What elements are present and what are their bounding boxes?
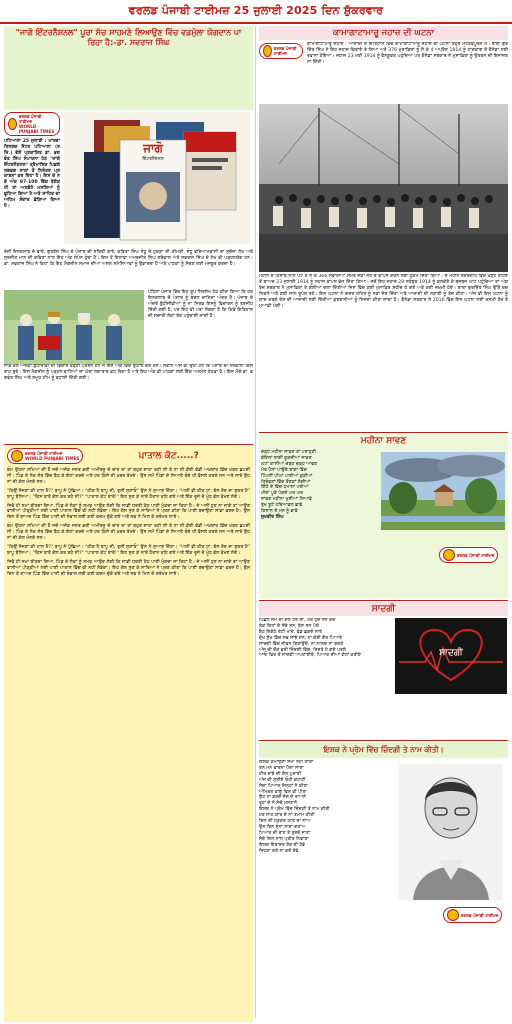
- sadgi-poem-section: [259, 618, 508, 738]
- sawan-logo-wrap: [439, 546, 498, 565]
- event-group-photo: [4, 290, 144, 364]
- section-divider: [259, 600, 508, 601]
- sawan-painting: [381, 452, 505, 530]
- magazine-stack-image: [64, 112, 250, 244]
- book-body-2: ਪਹਿਲਾ ਪੰਜਾਬ ਵਿੱਚ ਇਹ ਰੂਪ ਸਿਰਲੇਖ ਹੇਠ ਕੀਤਾ ਗਿਆ ਕਿ ਹਰ ਇਨਕਲਾਬ ਦੇ ਪੰਜਾਬ ਨੂੰ ਬਦਲ ਚਾਹਿਦਾ ਅੰਦਰ ਹੈ। ਪੰਜਾਬ ਦੇ ਅੰਦਰੋਂ ਬੁੱਧੀਜੀਵੀਆਂ ਨੂੰ ਨਾ ਸਿਰਫ ਇਸਨੂੰ ਵਿਚਾਰਨ ਨੂੰ ਤਰਜੀਹ ਦਿੱਤੀ ਗਈ ਹੈ, ਪਰ ਇਹ ਵੀ ਪਤਾ ਲੱਗਦਾ ਹੈ ਕਿ ਕਿਵੇਂ ਇਤਿਹਾਸ ਦੀ ਸਚਾਈ ਲੋਕਾਂ ਤੱਕ ਪਹੁੰਚਾਈ ਜਾਂਦੀ ਹੈ।: [148, 290, 253, 319]
- book-article-tail: [4, 364, 253, 442]
- sadgi-line: ਅੱਜ ਦੀ ਦੌੜ ਭਰੀ ਜ਼ਿੰਦਗੀ ਵਿੱਚ, ਰਿਸ਼ਤੇ ਹੋ ਗਏ ਪਤਲੇ: [259, 647, 347, 653]
- love-line: ਉਹ ਨਾ ਡਰਦੇ ਜੱਗ ਦੇ ਤਾਅਨੇ: [259, 795, 306, 801]
- love-poem-header: [259, 742, 508, 758]
- sadgi-header: [259, 602, 508, 616]
- sawan-line: ਕੋਇਲਾਂ ਬਾਗੀਂ ਕੂਕਦੀਆਂ ਜਾਵਣ: [261, 455, 312, 461]
- sawan-poem-lines: [261, 450, 377, 521]
- column-divider: [255, 26, 256, 1018]
- book-article-body: [4, 110, 253, 364]
- sadgi-line: ਆਓ ਫਿਰ ਤੋਂ ਸਾਦਗੀ ਅਪਣਾਈਏ, ਪਿਆਰ ਦੀਆਂ ਗੱਲਾਂ ਕਰੀਏ: [259, 653, 361, 659]
- love-poem-lines: [259, 760, 393, 855]
- sawan-line: ਗਿੱਧੇ ਦੇ ਵਿੱਚ ਧਮਾਲਾਂ ਪਈਆਂ: [261, 485, 309, 491]
- masthead: [0, 0, 512, 24]
- sawan-line: ਸਾਵਣ ਮਹੀਨਾ ਖੁਸ਼ੀਆਂ ਲਿਆਵੇ: [261, 497, 312, 503]
- love-line: ਅੱਜ ਵੀ ਸੁਣੀਏ ਓਹੀ ਕਹਾਣੀ: [259, 777, 306, 783]
- sawan-line: ਖੀਰਾਂ ਪੂੜੇ ਪੱਕਦੇ ਘਰ ਘਰ: [261, 491, 303, 497]
- book-body-3: ਸਾਡੇ ਵਲੋਂ ਅਜੋਕੀ ਬੁੱਧੀਜੀਵੀ ਦੀ ਵਿਚਾਰ ਬੜ੍ਹੀ ਪ੍ਰਸ਼ਨ ਹਨ ਜੋ ਇਸ ਅੰਕ ਵਿੱਚ ਉਠਾਏ ਗਏ ਹਨ। ਸਵਾਲ ਅੱਜ ਵੀ ਉਹੀ ਹਨ ਕਿ ਪੰਜਾਬ ਦੀ ਨੌਜਵਾਨੀ ਕਿਸ ਰਾਹ ਤੁਰੇ। ਇਸ ਮੈਗਜ਼ੀਨ ਨੂੰ ਪੜ੍ਹਨ ਵਾਲਿਆਂ ਦਾ ਘੇਰਾ ਲਗਾਤਾਰ ਵਧ ਰਿਹਾ ਹੈ ਅਤੇ ਇਹ ਅੰਕ ਵੀ ਪਾਠਕਾਂ ਲਈ ਇੱਕ ਅਨਮੋਲ ਤੋਹਫ਼ਾ ਹੈ। ਇਸ ਮੌਕੇ ਡਾ. ਭਗਵੰਤ ਸਿੰਘ ਅਤੇ ਸਮੂਹ ਟੀਮ ਨੂੰ ਵਧਾਈ ਦਿੱਤੀ ਗਈ।: [4, 364, 253, 381]
- ship-article-headline: ਕਾਮਾਗਾਟਾਮਾਰੂ ਜਹਾਜ਼ ਦੀ ਘਟਨਾ: [332, 28, 435, 38]
- logo-text: ਵਰਲਡ ਪੰਜਾਬੀ ਟਾਈਮਜ਼: [273, 46, 297, 56]
- patal-kot-paragraph-4: "ਕਿਉਂ ਸੱਜਣਾ ਕੀ ਹਾਲ ਹੈ?" ਬਾਪੂ ਨੇ ਪੁੱਛਿਆ। "ਠੀਕ ਹੈ ਬਾਪੂ ਜੀ, ਤੁਸੀਂ ਸੁਣਾਓ" ਉਸ ਨੇ ਜੁਆਬ ਦਿੱਤਾ। "ਅਸੀਂ ਵੀ ਠੀਕ ਹਾਂ, ਬੱਸ ਰੱਬ ਦਾ ਸ਼ੁਕਰ ਹੈ" ਬਾਪੂ ਬੋਲਿਆ। "ਕਿਸ ਬਾਰੇ ਗੱਲ ਕਰ ਰਹੇ ਸੀ?" "ਪਾਤਾਲ ਕੋਟ ਬਾਰੇ!" ਇਹ ਸੁਣ ਕੇ ਸਾਰੇ ਹੈਰਾਨ ਰਹਿ ਗਏ ਅਤੇ ਇੱਕ ਦੂਜੇ ਦੇ ਮੂੰਹ ਵੱਲ ਵੇਖਣ ਲੱਗੇ।: [7, 544, 250, 556]
- logo-text: ਵਰਲਡ ਪੰਜਾਬੀ ਟਾਈਮਜ਼: [457, 552, 495, 558]
- love-line: ਹੀਰ ਰਾਂਝੇ ਦੀ ਗੱਲ ਪੁਰਾਣੀ: [259, 771, 302, 777]
- sadgi-image-label: ਸਾਦਗੀ: [439, 648, 463, 658]
- sawan-line: ਘਟਾਂ ਕਾਲੀਆਂ ਚੜ੍ਹ ਚੜ੍ਹ ਆਵਣ: [261, 461, 318, 467]
- love-logo-wrap: [443, 906, 502, 925]
- sawan-line: ਚੜ੍ਹ ਮਹੀਨਾ ਸਾਵਣ ਤਾਂ ਪਰਾਹੁਣੀ: [261, 450, 316, 455]
- sawan-logo: [439, 547, 498, 563]
- love-line: ਉਸ ਬਿਨ ਸੁੰਨਾ ਸਾਰਾ ਗਰਾਂਅ: [259, 824, 306, 830]
- sawan-line: ਪਿੱਪਲੀਂ ਪੀਂਘਾਂ ਪਾਈਆਂ ਕੁੜੀਆਂ: [261, 473, 313, 479]
- love-line: ਇਸ਼ਕ ਨੇ ਪ੍ਰੇਮ ਵਿੱਚ ਜ਼ਿੰਦਗੀ ਤੇ ਨਾਮ ਕੀਤੀ: [259, 807, 330, 813]
- sadgi-line: ਬੈਠ ਇਕੱਠੇ ਰੋਟੀ ਖਾਂਦੇ, ਵੰਡ ਛਕਦੇ ਸਾਰੇ: [259, 629, 322, 635]
- sawan-line: ਮੋਰ ਪੈਲਾਂ ਪਾਉਂਦੇ ਬਾਗਾਂ ਵਿੱਚ: [261, 467, 307, 473]
- love-line: ਦਿਲ ਦੀ ਧੜਕਣ ਯਾਰ ਦਾ ਨਾਂਅ: [259, 819, 311, 825]
- right-column: [259, 26, 508, 1018]
- patal-kot-headline: ਪਾਤਾਲ ਕੋਟ.....?: [138, 451, 199, 461]
- monsoon-painting-image: [381, 452, 505, 530]
- sadgi-headline: ਸਾਦਗੀ: [371, 604, 396, 614]
- sawan-author: ਸੁਖਵੀਰ ਸਿੰਘ: [261, 514, 284, 520]
- sadgi-line: ਪਿਛਲੇ ਸਮੇਂ ਦੀ ਗੱਲ ਹੋਰ ਸੀ, ਘਰ ਹੁੰਦੇ ਸਨ ਕੱਚੇ: [259, 618, 336, 623]
- sadgi-image: [395, 618, 507, 694]
- newspaper-logo: [4, 112, 60, 136]
- love-line: ਅੰਮ੍ਰਿਤ ਵਾਂਗੂੰ ਵਿਸ਼ ਵੀ ਪੀਤਾ: [259, 789, 307, 795]
- ship-intro-text: ਕਾਮਾਗਾਟਾਮਾਰੂ ਜਹਾਜ਼ : ਆਜ਼ਾਦੀ ਦੇ ਇਤਿਹਾਸ ਵਿੱਚ ਕਾਮਾਗਾਟਾਮਾਰੂ ਜਹਾਜ਼ ਦੀ ਘਟਨਾ ਬਹੁਤ ਮਹੱਤਵਪੂਰਨ ਹੈ। ਬਾਬਾ ਗੁਰਦਿੱਤ ਸਿੰਘ ਨੇ ਇਹ ਜਹਾਜ਼ ਕਿਰਾਏ ਤੇ ਲਿਆ ਅਤੇ 376 ਮੁਸਾਫ਼ਿਰਾਂ ਨੂੰ ਲੈ ਕੇ 4 ਅਪ੍ਰੈਲ 1914 ਨੂੰ ਹਾਂਗਕਾਂਗ ਤੋਂ ਕੈਨੇਡਾ ਲਈ ਰਵਾਨਾ ਹੋਇਆ। ਜਹਾਜ਼ 23 ਮਈ 1914 ਨੂੰ ਵੈਨਕੂਵਰ ਪਹੁੰਚਿਆ ਪਰ ਕੈਨੇਡਾ ਸਰਕਾਰ ਨੇ ਮੁਸਾਫ਼ਿਰਾਂ ਨੂੰ ਉਤਰਨ ਦੀ ਇਜਾਜ਼ਤ ਨਾ ਦਿੱਤੀ।: [307, 42, 508, 65]
- poet-portrait: [399, 764, 503, 900]
- section-divider: [259, 432, 508, 433]
- group-photo-image: [4, 290, 144, 364]
- love-line: ਇਸ਼ਕ ਇਬਾਦਤ ਰੱਬ ਦੀ ਹੋਵੇ: [259, 842, 306, 848]
- patal-kot-body: [4, 466, 253, 580]
- sadgi-lines: [259, 618, 391, 659]
- left-column: [4, 26, 253, 1018]
- book-body-1: ਰੋਜ਼ੀ ਇਨਕਲਾਬ ਦੇ ਵਾਰੇ, ਗੁਰਤੇਜ ਸਿੰਘ ਦੇ ਪੰਜਾਬ ਦੀ ਸਥਿਤੀ ਬਾਰੇ, ਕਵਿਤਾ ਸਿੰਘ ਸੰਧੂ ਦੇ ਟੁਕੜਾ ਦੀ ਕੀਮਤੀ, ਸੰਧੂ ਵਰਿਆਮਵਾਲੀ ਦਾ ਸੁਚੱਜਾ ਲੇਖ ਅਤੇ ਸੁਰਜੀਤ ਮਾਨ ਦੀ ਕਵਿਤਾ ਨਾਲ ਇਹ ਅੰਕ ਸੰਪੰਨ ਹੁੰਦਾ ਹੈ। ਇਸ ਤੋਂ ਇਲਾਵਾ ਅਮਰਜੀਤ ਸਿੰਘ ਗਰੇਵਾਲ ਅਤੇ ਸਵਰਾਜ ਸਿੰਘ ਦੇ ਲੇਖ ਵੀ ਪੜ੍ਹਨਯੋਗ ਹਨ। ਡਾ. ਸਵਰਾਜ ਸਿੰਘ ਨੇ ਕਿਹਾ ਕਿ ਇਹ ਮੈਗਜ਼ੀਨ ਸਮਾਜ ਦੀਆਂ ਅਸਲ ਸਮੱਸਿਆਵਾਂ ਨੂੰ ਉਭਾਰਦਾ ਹੈ ਅਤੇ ਪਾਠਕਾਂ ਨੂੰ ਸੋਚਣ ਲਈ ਮਜਬੂਰ ਕਰਦਾ ਹੈ।: [4, 250, 253, 267]
- sadgi-line: ਲੋਕ ਦਿਲਾਂ ਦੇ ਸੱਚੇ ਸਨ, ਬੋਲ ਸਨ ਪੱਕੇ: [259, 623, 319, 629]
- magazine-cover-photo: [64, 112, 250, 244]
- logo-seal-icon: [443, 549, 455, 561]
- love-line: ਇਸ਼ਕ ਕਮਾਉਣਾ ਸੌਖਾ ਨਹੀਂ ਯਾਰਾ: [259, 760, 314, 765]
- sadgi-line: ਦੁੱਖ ਸੁੱਖ ਵਿੱਚ ਸਭ ਸਾਂਝੇ ਸਨ, ਨਾ ਕੋਈ ਗੈਰ ਪਿਆਰੇ: [259, 635, 342, 641]
- ship-historical-photo: [259, 104, 508, 272]
- love-line: ਸੱਚੇ ਦਿਲ ਨਾਲ ਪ੍ਰੀਤ ਨਿਭਾਣਾ: [259, 836, 309, 842]
- sawan-line: ਤ੍ਰਿੰਞਣਾਂ ਵਿੱਚ ਰੌਣਕਾਂ ਲੱਗੀਆਂ: [261, 479, 311, 485]
- logo-seal-icon: [11, 450, 23, 462]
- sawan-poem-section: [259, 434, 508, 598]
- sadgi-line: ਸਾਦਗੀ ਵਿੱਚ ਜੀਵਨ ਬਿਤਾਉਂਦੇ, ਨਾ ਲਾਲਚ ਨਾ ਝਗੜੇ: [259, 641, 344, 647]
- love-poem-headline: ਇਸ਼ਕ ਨੇ ਪ੍ਰੇਮ ਵਿੱਚ ਜ਼ਿੰਦਗੀ ਤੇ ਨਾਮ ਕੀਤੀ।: [323, 745, 444, 754]
- logo-seal-icon: [8, 118, 17, 130]
- love-line: ਤਨ ਮਨ ਵਾਰਨਾ ਪੈਂਦਾ ਸਾਰਾ: [259, 765, 304, 771]
- logo-text: ਵਰਲਡ ਪੰਜਾਬੀ ਟਾਈਮਜ਼ WORLD PUNJABI TIMES: [25, 451, 80, 461]
- patal-kot-paragraph-5: ਜਿਵੇਂ ਹੀ ਸਮਾਂ ਬੀਤਦਾ ਗਿਆ, ਪਿੰਡ ਦੇ ਲੋਕਾਂ ਨੂੰ ਸਮਝ ਆਉਣ ਲੱਗੀ ਕਿ ਸਾਡੀ ਧਰਤੀ ਹੇਠ ਪਾਣੀ ਮੁੱਕਦਾ ਜਾ ਰਿਹਾ ਹੈ। ਜੇ ਅਸੀਂ ਹੁਣ ਨਾ ਜਾਗੇ ਤਾਂ ਆਉਣ ਵਾਲੀਆਂ ਪੀੜ੍ਹੀਆਂ ਲਈ ਪਾਣੀ ਪਾਤਾਲ ਵਿੱਚ ਵੀ ਨਹੀਂ ਲੱਭੇਗਾ। ਇਹ ਗੱਲ ਸੁਣ ਕੇ ਸਾਰਿਆਂ ਨੇ ਪ੍ਰਣ ਕੀਤਾ ਕਿ ਪਾਣੀ ਬਚਾਉਣਾ ਸਾਡਾ ਫਰਜ਼ ਹੈ। ਉਸ ਦਿਨ ਤੋਂ ਬਾਅਦ ਪਿੰਡ ਵਿੱਚ ਪਾਣੀ ਦੀ ਸੰਭਾਲ ਲਈ ਕਈ ਕਦਮ ਚੁੱਕੇ ਗਏ ਅਤੇ ਸਭ ਨੇ ਮਿਲ ਕੇ ਦਰੱਖਤ ਲਾਏ।: [7, 559, 250, 577]
- portrait-sketch-image: [399, 764, 503, 900]
- love-line: ਪਿਆਰ ਦੀ ਰਾਹ ਤੇ ਤੁਰਦੇ ਜਾਣਾ: [259, 830, 311, 836]
- ship-article-intro-block: [259, 42, 508, 102]
- sawan-headline: ਮਹੀਨਾ ਸਾਵਣ: [360, 436, 407, 446]
- section-divider: [259, 740, 508, 741]
- love-line: ਜਿਹੜਾ ਕਰੇ ਨਾ ਕਦੇ ਰੋਵੇ: [259, 848, 299, 854]
- patal-kot-paragraph-3: ਕੰਮ ਉਹਨਾ ਸਮਿਆਂ ਦੀ ਹੈ ਜਦੋਂ ਅਜੋਕ ਜਨਤ ਭਰੀ ਅਮੀਰਜ਼ੂ ਦੇ ਚਾਰ ਰਾ ਤਾਂ ਬਹੁਤ ਸਾਰਾ ਰਹੀ ਸੀ ਤੇ ਨਾ ਸੀ ਕੋਈ ਵੱਡੀ ਅਖ਼ਬਾਰ ਵਿੱਚ ਖ਼ਬਰ ਛਪਦੀ ਸੀ। ਪਿੰਡ ਦੇ ਲੋਕ ਸੱਥ ਵਿੱਚ ਬੈਠ ਕੇ ਗੱਲਾਂ ਕਰਦੇ ਅਤੇ ਹਰ ਕਿਸੇ ਦੀ ਖ਼ਬਰ ਰੱਖਦੇ। ਉਸ ਸਮੇਂ ਪਿੰਡਾਂ ਦੇ ਸਿਆਣੇ ਬੰਦੇ ਹੀ ਫ਼ੈਸਲੇ ਕਰਦੇ ਸਨ ਅਤੇ ਸਾਰੇ ਉਹਨਾਂ ਦੀ ਗੱਲ ਮੰਨਦੇ ਸਨ।: [7, 524, 250, 542]
- ship-article-body: [259, 274, 508, 430]
- logo-text: ਵਰਲਡ ਪੰਜਾਬੀ ਟਾਈਮਜ਼ WORLD PUNJABI TIMES: [18, 114, 55, 134]
- magazine-cover-subtitle: ਇੰਟਰਨੈਸ਼ਨਲ: [142, 157, 164, 162]
- section-divider: [4, 444, 253, 445]
- logo-text: ਵਰਲਡ ਪੰਜਾਬੀ ਟਾਈਮਜ਼: [461, 912, 499, 918]
- book-article-head: [4, 26, 253, 110]
- love-line: ਹਰ ਸਾਹ ਯਾਰ ਦੇ ਨਾਂ ਤਮਾਮ ਕੀਤੀ: [259, 813, 315, 819]
- sawan-line: ਰੁੱਖ ਬੂਟੇ ਹਰਿਆਵਲ ਛਾਵੇ: [261, 503, 303, 509]
- book-intro-text: ਪਟਿਆਲਾ 25 ਜੁਲਾਈ : ਮਾਲਵਾ ਰਿਸਰਚ ਸੈਂਟਰ ਪਟਿਆਲਾ (ਰਜਿ.) ਵੱਲੋਂ ਪ੍ਰਕਾਸ਼ਿਤ ਡਾ. ਭਗਵੰਤ ਸਿੰਘ ਸੰਪਾਦਨਾ ਹੇਠ "ਜਾਗੋ ਇੰਟਰਨੈਸ਼ਨਲ" ਤ੍ਰੈਮਾਸਿਕ ਪਿਛਲੇ ਲਗਭਗ ਸਾਲਾਂ ਤੋਂ ਨਿਰੰਤਰ ਪ੍ਰਕਾਸ਼ਨਾ ਕਰ ਰਿਹਾ ਹੈ। ਇਸ ਦੇ ਨਵੇਂ ਅੰਕ 97-100 ਵਿੱਚ ਬੇਸ਼ੱਕ ਹੀ ਤਾਂ ਅਣਛੋਹੇ ਮਸਲਿਆਂ ਨੂੰ ਛੂਹਿਆ ਗਿਆ ਹੈ ਅਤੇ ਸਾਹਿਤ ਦਾ ਅਹਿਮ ਸੰਵਾਦ ਛੇੜਿਆ ਗਿਆ ਹੈ।: [4, 139, 60, 209]
- ship-photo-image: [259, 104, 508, 272]
- ship-body-text: ਮਹੀਨੇ ਦੇ ਹਿਸਾਬ ਨਾਲ ਪਟੇ ਤੇ ਲੈ ਕੇ 366 ਸਵਾਰੀਆਂ ਸਮੇਤ ਜੋਕਾ ਜੋਹ ਦੇ ਵਾਪਸ ਕਰਨ ਲਈ ਹੁਕਮ ਦਿੱਤਾ ਗਿਆ। ਦੋ ਮਹੀਨੇ ਬੰਦਰਗਾਹ ਵਿੱਚ ਖੜ੍ਹੇ ਰਹਿਣ ਤੋਂ ਬਾਅਦ 23 ਜੁਲਾਈ 1914 ਨੂੰ ਜਹਾਜ਼ ਵਾਪਸ ਭੇਜ ਦਿੱਤਾ ਗਿਆ। ਜਦੋਂ ਇਹ ਜਹਾਜ਼ 29 ਸਤੰਬਰ 1914 ਨੂੰ ਕਲਕੱਤੇ ਦੇ ਬਜਬਜ ਘਾਟ ਪਹੁੰਚਿਆ ਤਾਂ ਅੰਗਰੇਜ਼ ਸਰਕਾਰ ਨੇ ਮੁਸਾਫ਼ਿਰਾਂ ਤੇ ਗੋਲੀਆਂ ਚਲਾ ਦਿੱਤੀਆਂ ਜਿਸ ਵਿੱਚ ਕਈ ਮੁਸਾਫ਼ਿਰ ਸ਼ਹੀਦ ਹੋ ਗਏ ਅਤੇ ਕਈ ਜ਼ਖ਼ਮੀ ਹੋਏ। ਬਾਬਾ ਗੁਰਦਿੱਤ ਸਿੰਘ ਉੱਥੋਂ ਬਚ ਨਿਕਲੇ ਅਤੇ ਕਈ ਸਾਲ ਰੂਪੋਸ਼ ਰਹੇ। ਇਸ ਘਟਨਾ ਨੇ ਗ਼ਦਰ ਲਹਿਰ ਨੂੰ ਨਵਾਂ ਜੋਸ਼ ਦਿੱਤਾ ਅਤੇ ਆਜ਼ਾਦੀ ਦੀ ਲੜਾਈ ਨੂੰ ਤੇਜ਼ ਕੀਤਾ। ਅੱਜ ਵੀ ਇਸ ਘਟਨਾ ਨੂੰ ਯਾਦ ਕਰਕੇ ਦੇਸ਼ ਦੀ ਆਜ਼ਾਦੀ ਲਈ ਦਿੱਤੀਆਂ ਕੁਰਬਾਨੀਆਂ ਨੂੰ ਸਿਜਦਾ ਕੀਤਾ ਜਾਂਦਾ ਹੈ। ਕੈਨੇਡਾ ਸਰਕਾਰ ਨੇ 2016 ਵਿੱਚ ਇਸ ਘਟਨਾ ਲਈ ਰਸਮੀ ਤੌਰ ਤੇ ਮੁਆਫ਼ੀ ਮੰਗੀ।: [259, 274, 508, 309]
- masthead-title: ਵਰਲਡ ਪੰਜਾਬੀ ਟਾਈਮਜ਼ 25 ਜੁਲਾਈ 2025 ਦਿਨ ਸ਼ੁੱਕਰਵਾਰ: [128, 4, 384, 17]
- love-line: ਰੂਹਾਂ ਦੇ ਨੇ ਸੱਚੇ ਮਸਤਾਨੇ: [259, 801, 298, 807]
- patal-kot-article: [4, 446, 253, 1022]
- patal-kot-paragraph-2: ਜਿਵੇਂ ਹੀ ਸਮਾਂ ਬੀਤਦਾ ਗਿਆ, ਪਿੰਡ ਦੇ ਲੋਕਾਂ ਨੂੰ ਸਮਝ ਆਉਣ ਲੱਗੀ ਕਿ ਸਾਡੀ ਧਰਤੀ ਹੇਠ ਪਾਣੀ ਮੁੱਕਦਾ ਜਾ ਰਿਹਾ ਹੈ। ਜੇ ਅਸੀਂ ਹੁਣ ਨਾ ਜਾਗੇ ਤਾਂ ਆਉਣ ਵਾਲੀਆਂ ਪੀੜ੍ਹੀਆਂ ਲਈ ਪਾਣੀ ਪਾਤਾਲ ਵਿੱਚ ਵੀ ਨਹੀਂ ਲੱਭੇਗਾ। ਇਹ ਗੱਲ ਸੁਣ ਕੇ ਸਾਰਿਆਂ ਨੇ ਪ੍ਰਣ ਕੀਤਾ ਕਿ ਪਾਣੀ ਬਚਾਉਣਾ ਸਾਡਾ ਫਰਜ਼ ਹੈ। ਉਸ ਦਿਨ ਤੋਂ ਬਾਅਦ ਪਿੰਡ ਵਿੱਚ ਪਾਣੀ ਦੀ ਸੰਭਾਲ ਲਈ ਕਈ ਕਦਮ ਚੁੱਕੇ ਗਏ ਅਤੇ ਸਭ ਨੇ ਮਿਲ ਕੇ ਦਰੱਖਤ ਲਾਏ।: [7, 503, 250, 521]
- ship-article-header: [259, 26, 508, 40]
- patal-kot-paragraph-1: ਕੰਮ ਉਹਨਾ ਸਮਿਆਂ ਦੀ ਹੈ ਜਦੋਂ ਅਜੋਕ ਜਨਤ ਭਰੀ ਅਮੀਰਜ਼ੂ ਦੇ ਚਾਰ ਰਾ ਤਾਂ ਬਹੁਤ ਸਾਰਾ ਰਹੀ ਸੀ ਤੇ ਨਾ ਸੀ ਕੋਈ ਵੱਡੀ ਅਖ਼ਬਾਰ ਵਿੱਚ ਖ਼ਬਰ ਛਪਦੀ ਸੀ। ਪਿੰਡ ਦੇ ਲੋਕ ਸੱਥ ਵਿੱਚ ਬੈਠ ਕੇ ਗੱਲਾਂ ਕਰਦੇ ਅਤੇ ਹਰ ਕਿਸੇ ਦੀ ਖ਼ਬਰ ਰੱਖਦੇ। ਉਸ ਸਮੇਂ ਪਿੰਡਾਂ ਦੇ ਸਿਆਣੇ ਬੰਦੇ ਹੀ ਫ਼ੈਸਲੇ ਕਰਦੇ ਸਨ ਅਤੇ ਸਾਰੇ ਉਹਨਾਂ ਦੀ ਗੱਲ ਮੰਨਦੇ ਸਨ।: [7, 468, 250, 485]
- love-line: ਸੱਚਾ ਪਿਆਰ ਜਿਨ੍ਹਾਂ ਨੇ ਕੀਤਾ: [259, 783, 308, 789]
- patal-kot-dialogue: "ਕਿਉਂ ਸੱਜਣਾ ਕੀ ਹਾਲ ਹੈ?" ਬਾਪੂ ਨੇ ਪੁੱਛਿਆ। "ਠੀਕ ਹੈ ਬਾਪੂ ਜੀ, ਤੁਸੀਂ ਸੁਣਾਓ" ਉਸ ਨੇ ਜੁਆਬ ਦਿੱਤਾ। "ਅਸੀਂ ਵੀ ਠੀਕ ਹਾਂ, ਬੱਸ ਰੱਬ ਦਾ ਸ਼ੁਕਰ ਹੈ" ਬਾਪੂ ਬੋਲਿਆ। "ਕਿਸ ਬਾਰੇ ਗੱਲ ਕਰ ਰਹੇ ਸੀ?" "ਪਾਤਾਲ ਕੋਟ ਬਾਰੇ!" ਇਹ ਸੁਣ ਕੇ ਸਾਰੇ ਹੈਰਾਨ ਰਹਿ ਗਏ ਅਤੇ ਇੱਕ ਦੂਜੇ ਦੇ ਮੂੰਹ ਵੱਲ ਵੇਖਣ ਲੱਗੇ।: [7, 488, 250, 500]
- sawan-line: ਕਿਸਾਨ ਦੇ ਮਨ ਨੂੰ ਭਾਵੇ: [261, 509, 298, 515]
- ship-logo: [259, 43, 303, 59]
- book-intro-column: [4, 112, 60, 210]
- love-poem-section: [259, 760, 508, 1018]
- love-logo: [443, 907, 502, 923]
- magazine-cover-title: ਜਾਗੋ: [143, 141, 163, 155]
- logo-seal-icon: [447, 909, 459, 921]
- book-article-headline: "ਜਾਗੋ ਇੰਟਰਨੈਸ਼ਨਲ" ਪੂਰਾ ਸੱਚ ਸਾਹਮਣੇ ਲਿਆਉਣ ਵਿੱਚ ਵਡਮੁੱਲਾ ਯੋਗਦਾਨ ਪਾ ਰਿਹਾ ਹੈ:-ਡਾ. ਸਵਰਾਜ ਸਿੰਘ: [15, 28, 242, 47]
- patal-kot-logo: [7, 448, 83, 464]
- logo-seal-icon: [263, 45, 272, 57]
